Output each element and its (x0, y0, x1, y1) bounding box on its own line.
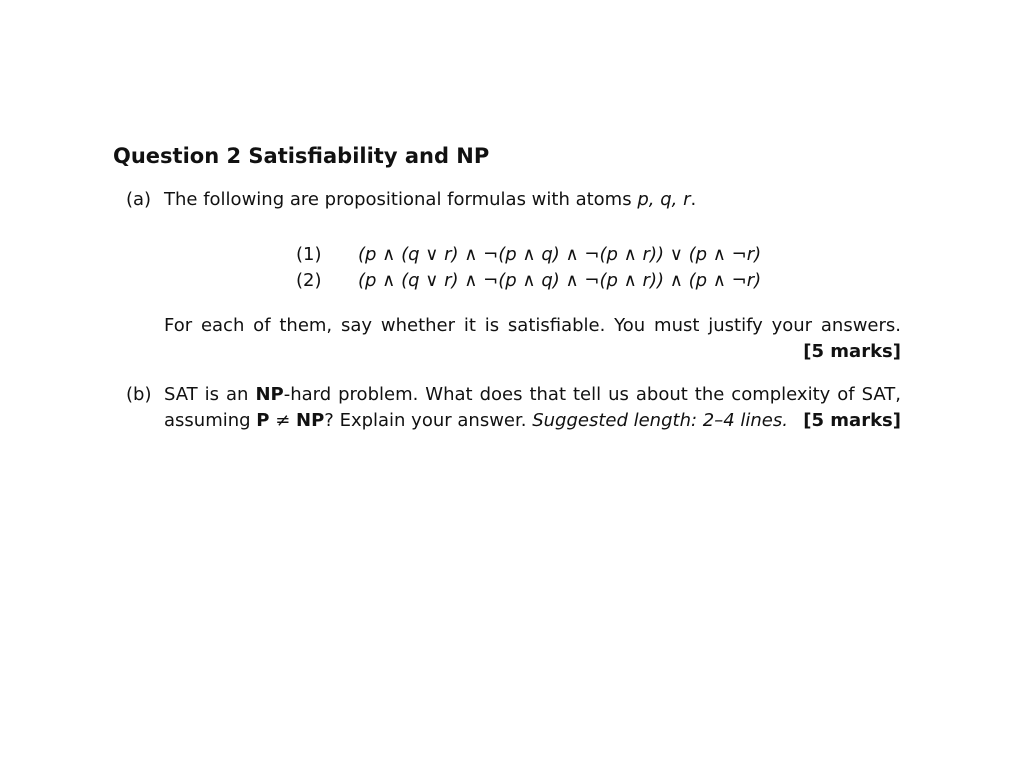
part-b-np2-bold: NP (296, 410, 325, 431)
part-b-label: (b) (126, 384, 152, 405)
formula-1: (p ∧ (q ∨ r) ∧ ¬(p ∧ q) ∧ ¬(p ∧ r)) ∨ (p ∧ ¬r) (358, 244, 762, 265)
part-a-instruction: For each of them, say whether it is satisfiable. You must justify your answers. (164, 315, 901, 336)
part-a-intro (164, 189, 696, 210)
part-a-intro-suffix: . (690, 189, 697, 210)
part-b-suggested-length: Suggested length: 2–4 lines. (532, 410, 788, 431)
part-b-line2-suffix: ? Explain your answer. (324, 410, 533, 431)
formula-2: (p ∧ (q ∨ r) ∧ ¬(p ∧ q) ∧ ¬(p ∧ r)) ∧ (p ∧ ¬r) (358, 270, 762, 291)
part-b-neq: ≠ (269, 410, 297, 431)
part-b-np-bold: NP (255, 384, 284, 405)
formula-1-number: (1) (296, 244, 322, 265)
part-a-label: (a) (126, 189, 152, 210)
part-b-line-1 (164, 384, 901, 405)
part-b-line1-prefix: SAT is an (164, 384, 256, 405)
part-b-line-2-text (164, 410, 788, 431)
part-b-line-2 (164, 410, 901, 431)
part-b-line2-prefix: assuming (164, 410, 257, 431)
part-a-marks: [5 marks] (803, 341, 901, 362)
formula-2-number: (2) (296, 270, 322, 291)
part-b-line1-suffix: -hard problem. What does that tell us about the complexity of SAT, (283, 384, 901, 405)
part-a-intro-prefix: The following are propositional formulas with atoms (164, 189, 638, 210)
part-b-marks: [5 marks] (803, 410, 901, 431)
question-title: Question 2 Satisfiability and NP (113, 144, 490, 168)
part-b-p-bold: P (256, 410, 270, 431)
part-a-intro-atoms: p, q, r (637, 189, 691, 210)
